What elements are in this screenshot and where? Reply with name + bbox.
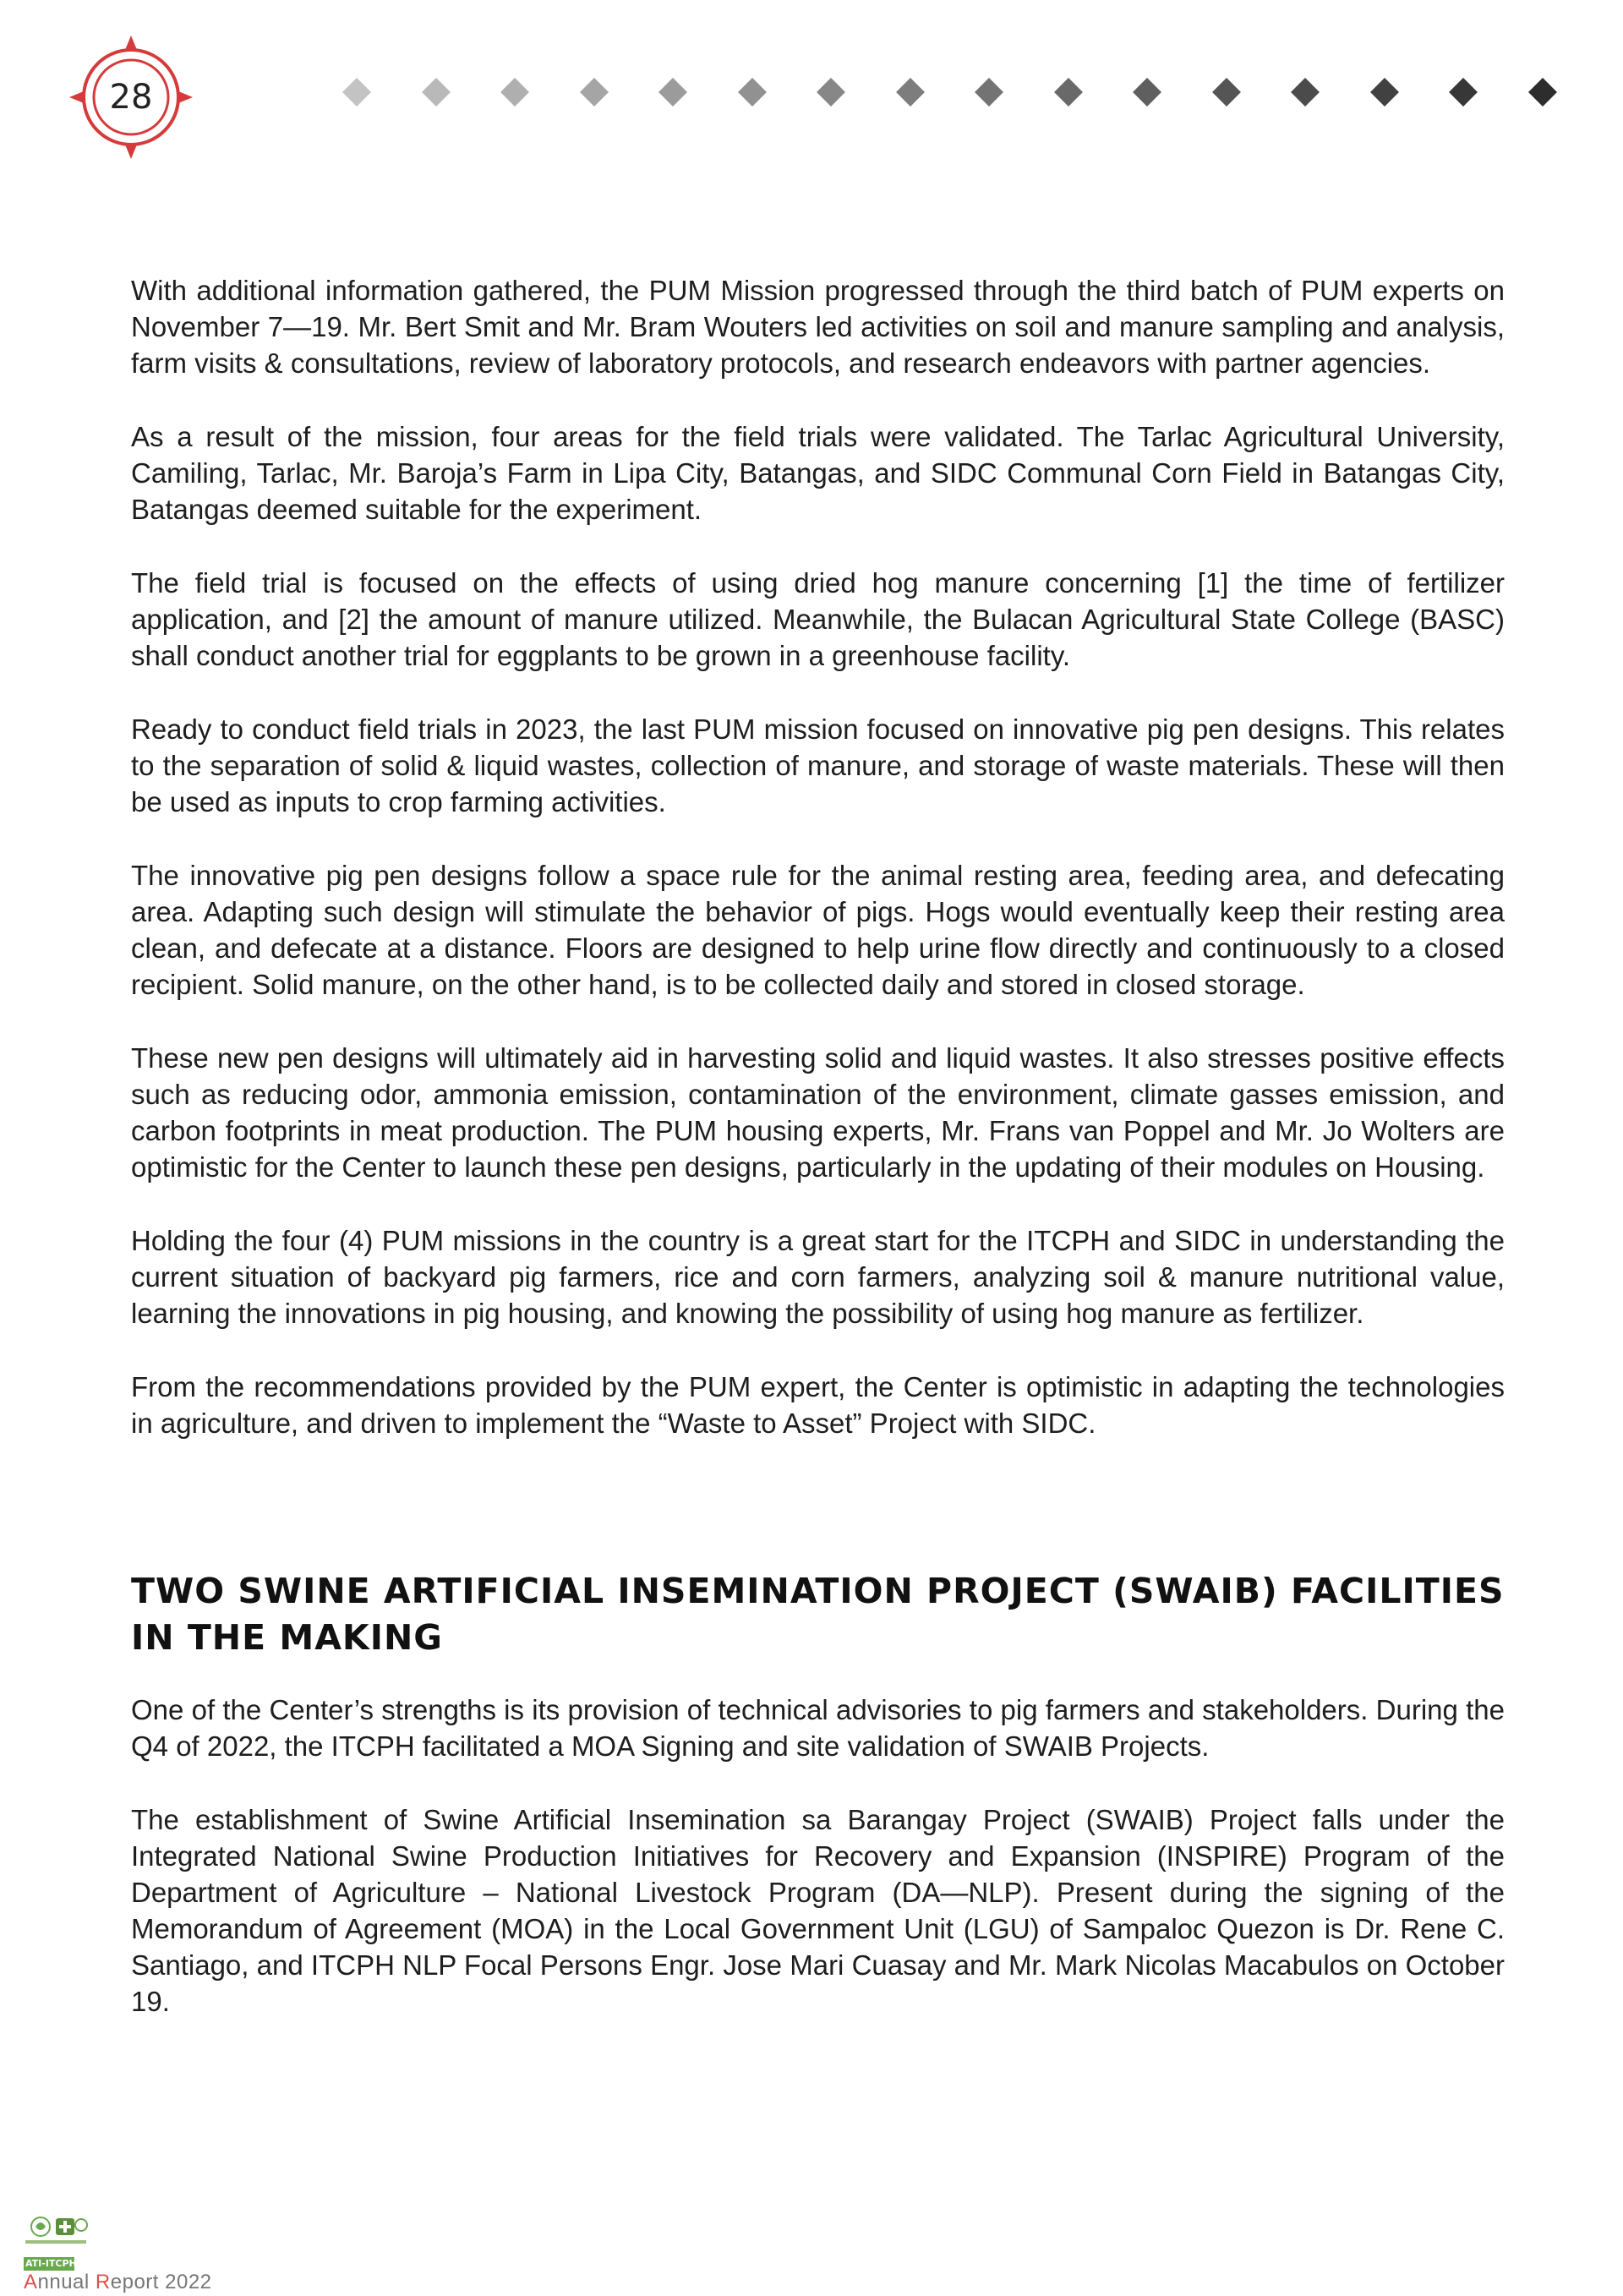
diamond-icon	[1212, 78, 1241, 107]
diamond-icon	[896, 78, 925, 107]
diamond-icon	[422, 78, 451, 107]
diamond-icon	[580, 78, 609, 107]
body-paragraph: As a result of the mission, four areas for the field trials were validated. The Tarlac Agricultural University, Camiling, Tarlac, Mr. Baroja’s Farm in Lipa City, Batangas, and SIDC Communal Corn Field in Batangas City, Batangas deemed suitable for the experiment.	[131, 421, 1505, 525]
ati-itcph-logo	[22, 2213, 90, 2274]
diamond-icon	[658, 78, 687, 107]
body-paragraph: From the recommendations provided by the PUM expert, the Center is optimistic in adapting the technologies in agriculture, and driven to implement the “Waste to Asset” Project with SIDC.	[131, 1371, 1505, 1439]
section-title: TWO SWINE ARTIFICIAL INSEMINATION PROJECT (SWAIB) FACILITIES IN THE MAKING	[131, 1571, 1505, 1658]
body-paragraph: Holding the four (4) PUM missions in the country is a great start for the ITCPH and SIDC in understanding the current situation of backyard pig farmers, rice and corn farmers, analyzing soil & manure nutritional value, learning the innovations in pig housing, and knowing the possibility of using hog manure as fertilizer.	[131, 1225, 1505, 1329]
logo-text: ATI-ITCPH	[25, 2258, 77, 2269]
diamond-icon	[817, 78, 845, 107]
body-paragraph: The innovative pig pen designs follow a space rule for the animal resting area, feeding area, and defecating area. Adapting such design will stimulate the behavior of pigs. Hogs would eventually keep their resting area clean, and defecate at a distance. Floors are designed to help urine flow directly and continuously to a closed recipient. Solid manure, on the other hand, is to be collected daily and stored in closed storage.	[131, 860, 1505, 1000]
diamond-icon	[975, 78, 1003, 107]
body-paragraph: With additional information gathered, the PUM Mission progressed through the third batch of PUM experts on November 7—19. Mr. Bert Smit and Mr. Bram Wouters led activities on soil and manure sampling and analysis, farm visits & consultations, review of laboratory protocols, and research endeavors with partner agencies.	[131, 275, 1505, 379]
body-paragraph: The establishment of Swine Artificial Insemination sa Barangay Project (SWAIB) Project falls under the Integrated National Swine Production Initiatives for Recovery and Expansion (INSPIRE) Program of the Department of Agriculture – National Livestock Program (DA—NLP). Present during the signing of the Memorandum of Agreement (MOA) in the Local Government Unit (LGU) of Sampaloc Quezon is Dr. Rene C. Santiago, and ITCPH NLP Focal Persons Engr. Jose Mari Cuasay and Mr. Mark Nicolas Macabulos on October 19.	[131, 1804, 1505, 2017]
report-text: eport 2022	[110, 2271, 212, 2293]
diamond-icon	[342, 78, 371, 107]
diamond-icon	[1370, 78, 1399, 107]
diamond-icon	[1133, 78, 1161, 107]
body-part-2	[131, 1692, 1505, 2020]
diamond-icon	[1054, 78, 1083, 107]
body-paragraph: One of the Center’s strengths is its provision of technical advisories to pig farmers and stakeholders. During the Q4 of 2022, the ITCPH facilitated a MOA Signing and site validation of SWAIB Projects.	[131, 1694, 1505, 1762]
diamond-icon	[500, 78, 529, 107]
page-number: 28	[109, 78, 153, 117]
main-content	[131, 272, 1505, 2057]
diamond-icon	[1449, 78, 1478, 107]
page-number-badge	[68, 34, 194, 161]
diamond-icon	[1528, 78, 1557, 107]
annual-text: nnual	[37, 2271, 96, 2293]
body-paragraph: The field trial is focused on the effects of using dried hog manure concerning [1] the time of fertilizer application, and [2] the amount of manure utilized. Meanwhile, the Bulacan Agricultural State College (BASC) shall conduct another trial for eggplants to be grown in a greenhouse facility.	[131, 567, 1505, 671]
annual-first-letter: A	[24, 2271, 38, 2293]
report-first-letter: R	[95, 2271, 111, 2293]
annual-report-label	[24, 2271, 212, 2294]
body-paragraph: Ready to conduct field trials in 2023, the last PUM mission focused on innovative pig pen designs. This relates to the separation of solid & liquid wastes, collection of manure, and storage of waste materials. These will then be used as inputs to crop farming activities.	[131, 713, 1505, 817]
body-paragraph: These new pen designs will ultimately aid in harvesting solid and liquid wastes. It also stresses positive effects such as reducing odor, ammonia emission, contamination of the environment, climate gasses emission, and carbon footprints in meat production. The PUM housing experts, Mr. Frans van Poppel and Mr. Jo Wolters are optimistic for the Center to launch these pen designs, particularly in the updating of their modules on Housing.	[131, 1042, 1505, 1183]
body-part-1	[131, 272, 1505, 1441]
diamond-icon	[1291, 78, 1320, 107]
diamond-icon	[738, 78, 767, 107]
diamond-decoration-row	[347, 82, 1555, 116]
